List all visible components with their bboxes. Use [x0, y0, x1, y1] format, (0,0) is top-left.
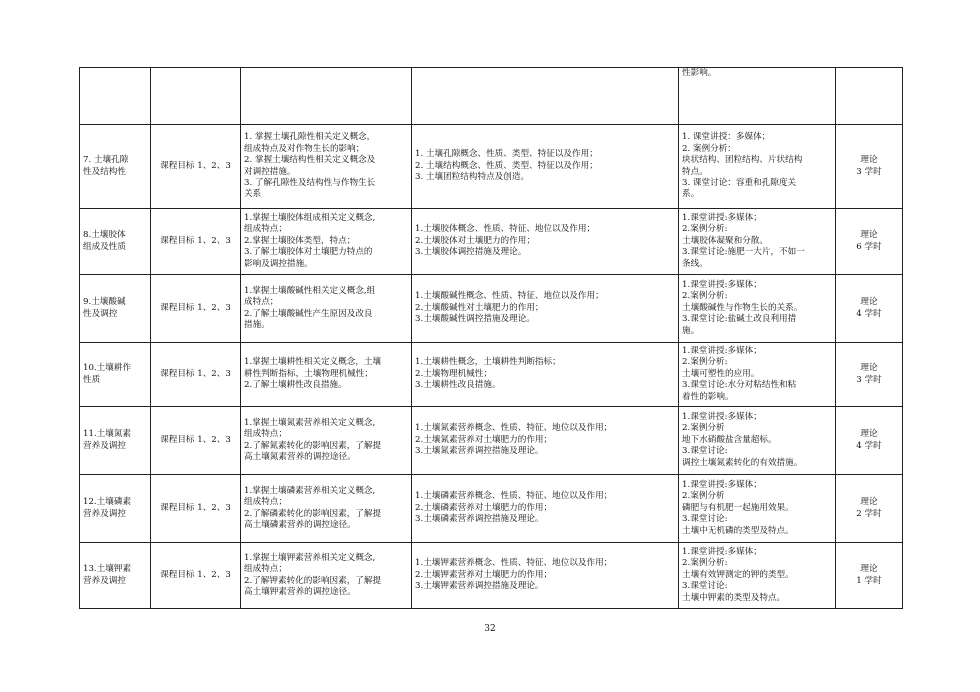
table-row: [80, 125, 903, 209]
cell-line: 块状结构、团粒结构、片状结构: [682, 155, 803, 166]
hours-cell: [836, 407, 903, 475]
content-cell: [412, 343, 679, 407]
cell-text: 课程目标 1、2、3: [160, 160, 231, 171]
content-cell: [412, 125, 679, 209]
cell-line: 2.土壤物理机械性；: [415, 368, 492, 379]
cell-line: 土壤中无机磷的类型及特点。: [682, 525, 794, 536]
requirements-cell: [241, 543, 412, 609]
cell-line: 1. 掌握土壤孔隙性相关定义概念，: [244, 132, 376, 143]
cell-text: 课程目标 1、2、3: [160, 235, 231, 246]
cell-line: 2.案例分析: [682, 423, 725, 434]
hours-cell: [836, 275, 903, 343]
cell-text: 课程目标 1、2、3: [160, 368, 231, 379]
cell-line: 1.掌握土壤氮素营养相关定义概念,: [244, 417, 376, 428]
teaching-method-cell: [679, 543, 836, 609]
cell-line: 理论: [860, 564, 878, 575]
cell-line: 2.土壤氮素营养对土壤肥力的作用；: [415, 434, 553, 445]
teaching-method-cell: [679, 125, 836, 209]
cell-line: 1.课堂讲授:多媒体；: [682, 546, 762, 557]
cell-line: 2.了解氮素转化的影响因素，了解提: [244, 440, 382, 451]
cell-line: 高土壤钾素营养的调控途径。: [244, 586, 356, 597]
course-content-table: [79, 67, 903, 609]
cell-line: 性及结构性: [83, 166, 126, 177]
unit-name-cell: [80, 543, 151, 609]
cell-line: 土壤有效钾测定的钾的类型。: [682, 569, 794, 580]
cell-line: 1.土壤胶体概念、性质、特征、地位以及作用；: [415, 224, 596, 235]
cell-line: 1.课堂讲授:多媒体；: [682, 212, 762, 223]
cell-line: 2.土壤磷素营养对土壤肥力的作用；: [415, 502, 553, 513]
cell-line: 磷肥与有机肥一起施用效果。: [682, 502, 794, 513]
cell-line: 系。: [682, 189, 700, 200]
cell-line: 2.案例分析:: [682, 558, 728, 569]
course-goal-cell: [151, 209, 241, 275]
course-goal-cell: [151, 125, 241, 209]
hours-cell: [836, 543, 903, 609]
cell-line: 2.案例分析: [682, 491, 725, 502]
cell-line: 3.课堂讨论:: [682, 581, 728, 592]
cell-line: 性影响。: [682, 68, 717, 78]
teaching-method-cell: [679, 68, 836, 125]
course-goal-cell: [151, 407, 241, 475]
unit-name-cell: [80, 475, 151, 543]
cell-line: 组成及性质: [83, 241, 126, 252]
requirements-cell: [241, 68, 412, 125]
cell-line: 3 学时: [856, 374, 882, 385]
cell-line: 1.土壤磷素营养概念、性质、特征、地位以及作用；: [415, 491, 613, 502]
cell-line: 地下水硝酸盐含量超标。: [682, 434, 777, 445]
cell-line: 3.土壤磷素营养调控措施及理论。: [415, 514, 544, 525]
cell-line: 4 学时: [856, 308, 882, 319]
cell-line: 2.了解土壤酸碱性产生原因及改良: [244, 308, 373, 319]
cell-line: 7. 土壤孔隙: [83, 155, 129, 166]
cell-line: 1 学时: [856, 575, 882, 586]
cell-line: 关系: [244, 189, 262, 200]
cell-line: 3. 课堂讨论：容重和孔隙度关: [682, 177, 797, 188]
table-row: [80, 209, 903, 275]
cell-line: 1.掌握土壤磷素营养相关定义概念,: [244, 485, 376, 496]
cell-line: 1.掌握土壤耕性相关定义概念，土壤: [244, 357, 382, 368]
cell-line: 性及调控: [83, 308, 118, 319]
cell-line: 2 学时: [856, 508, 882, 519]
cell-line: 营养及调控: [83, 508, 126, 519]
requirements-cell: [241, 125, 412, 209]
cell-line: 2.土壤酸碱性对土壤肥力的作用；: [415, 302, 544, 313]
cell-line: 营养及调控: [83, 575, 126, 586]
unit-name-cell: [80, 275, 151, 343]
cell-line: 3.课堂讨论:盐碱土改良利用措: [682, 314, 797, 325]
cell-line: 3.课堂讨论:: [682, 446, 728, 457]
cell-line: 组成特点；: [244, 497, 287, 508]
cell-line: 着性的影响。: [682, 391, 734, 402]
table-row: [80, 475, 903, 543]
cell-line: 3.土壤胶体调控措施及理论。: [415, 247, 527, 258]
cell-line: 理论: [860, 155, 878, 166]
cell-line: 1.掌握土壤胶体组成相关定义概念,: [244, 212, 376, 223]
cell-line: 高土壤磷素营养的调控途径。: [244, 519, 356, 530]
table-body: [80, 68, 903, 609]
cell-line: 土壤胶体凝聚和分散。: [682, 235, 768, 246]
unit-name-cell: [80, 209, 151, 275]
cell-line: 2.掌握土壤胶体类型，特点；: [244, 235, 356, 246]
cell-line: 6 学时: [856, 241, 882, 252]
cell-line: 特点。: [682, 166, 708, 177]
cell-line: 2. 掌握土壤结构性相关定义概念及: [244, 155, 376, 166]
unit-name-cell: [80, 68, 151, 125]
cell-line: 8.土壤胶体: [83, 230, 126, 241]
cell-line: 措施。: [244, 319, 270, 330]
cell-line: 3. 土壤团粒结构特点及创造。: [415, 172, 530, 183]
content-cell: [412, 209, 679, 275]
course-goal-cell: [151, 543, 241, 609]
cell-line: 2.了解钾素转化的影响因素，了解提: [244, 575, 382, 586]
cell-line: 2. 案例分析：: [682, 143, 736, 154]
cell-line: 1.课堂讲授:多媒体；: [682, 411, 762, 422]
hours-cell: [836, 475, 903, 543]
hours-cell: [836, 125, 903, 209]
cell-line: 3.课堂讨论:: [682, 514, 728, 525]
teaching-method-cell: [679, 343, 836, 407]
unit-name-cell: [80, 343, 151, 407]
teaching-method-cell: [679, 275, 836, 343]
cell-line: 高土壤氮素营养的调控途径。: [244, 451, 356, 462]
cell-line: 土壤中钾素的类型及特点。: [682, 592, 786, 603]
cell-line: 2.案例分析:: [682, 357, 728, 368]
requirements-cell: [241, 475, 412, 543]
cell-line: 3.课堂讨论:水分对粘结性和粘: [682, 380, 797, 391]
cell-line: 2.土壤钾素营养对土壤肥力的作用；: [415, 569, 553, 580]
cell-line: 1.土壤钾素营养概念、性质、特征、地位以及作用；: [415, 558, 613, 569]
cell-line: 组成特点及对作物生长的影响；: [244, 143, 365, 154]
cell-line: 13.土壤钾素: [83, 564, 132, 575]
course-goal-cell: [151, 343, 241, 407]
cell-line: 成特点；: [244, 297, 279, 308]
cell-line: 2.土壤胶体对土壤肥力的作用；: [415, 235, 535, 246]
requirements-cell: [241, 343, 412, 407]
cell-line: 土壤可塑性的应用。: [682, 368, 760, 379]
content-cell: [412, 475, 679, 543]
cell-line: 3.课堂讨论:施肥一大片，不如一: [682, 247, 805, 258]
cell-text: 课程目标 1、2、3: [160, 502, 231, 513]
page-number: 32: [484, 624, 496, 634]
cell-line: 3.土壤耕性改良措施。: [415, 380, 501, 391]
cell-line: 1.课堂讲授:多媒体；: [682, 345, 762, 356]
table-row: [80, 407, 903, 475]
cell-line: 2.了解磷素转化的影响因素，了解提: [244, 508, 382, 519]
cell-line: 1.土壤耕性概念，土壤耕性判断指标；: [415, 357, 561, 368]
cell-line: 2.案例分析:: [682, 291, 728, 302]
hours-cell: [836, 68, 903, 125]
cell-line: 组成特点；: [244, 564, 287, 575]
cell-text: 课程目标 1、2、3: [160, 569, 231, 580]
course-goal-cell: [151, 68, 241, 125]
cell-text: 课程目标 1、2、3: [160, 302, 231, 313]
course-goal-cell: [151, 475, 241, 543]
cell-line: 1. 课堂讲授：多媒体；: [682, 132, 771, 143]
cell-line: 耕性判断指标，土壤物理机械性；: [244, 368, 373, 379]
cell-line: 影响及调控措施。: [244, 258, 313, 269]
cell-line: 2.案例分析:: [682, 224, 728, 235]
cell-line: 性质: [83, 374, 101, 385]
cell-line: 3.了解土壤胶体对土壤肥力特点的: [244, 247, 373, 258]
content-cell: [412, 68, 679, 125]
requirements-cell: [241, 209, 412, 275]
requirements-cell: [241, 407, 412, 475]
table-row: [80, 275, 903, 343]
cell-line: 1. 土壤孔隙概念、性质、类型、特征以及作用；: [415, 149, 598, 160]
cell-line: 条线。: [682, 258, 708, 269]
cell-line: 11.土壤氮素: [83, 429, 132, 440]
teaching-method-cell: [679, 209, 836, 275]
cell-line: 3 学时: [856, 166, 882, 177]
cell-line: 3.土壤酸碱性调控措施及理论。: [415, 314, 535, 325]
course-goal-cell: [151, 275, 241, 343]
cell-line: 组成特点；: [244, 224, 287, 235]
cell-line: 组成特点；: [244, 429, 287, 440]
cell-line: 1.课堂讲授:多媒体；: [682, 479, 762, 490]
cell-line: 理论: [860, 230, 878, 241]
cell-line: 3. 了解孔隙性及结构性与作物生长: [244, 177, 376, 188]
table-row: [80, 543, 903, 609]
cell-line: 12.土壤磷素: [83, 497, 132, 508]
requirements-cell: [241, 275, 412, 343]
cell-line: 10.土壤耕作: [83, 363, 132, 374]
cell-line: 理论: [860, 429, 878, 440]
content-cell: [412, 407, 679, 475]
cell-line: 理论: [860, 497, 878, 508]
cell-line: 1.土壤氮素营养概念、性质、特征、地位以及作用；: [415, 423, 613, 434]
cell-line: 1.课堂讲授:多媒体；: [682, 279, 762, 290]
cell-line: 调控土壤氮素转化的有效措施。: [682, 457, 803, 468]
cell-line: 3.土壤氮素营养调控措施及理论。: [415, 446, 544, 457]
content-cell: [412, 543, 679, 609]
table-row: [80, 68, 903, 125]
cell-line: 对调控措施。: [244, 166, 296, 177]
cell-line: 9.土壤酸碱: [83, 297, 126, 308]
cell-line: 土壤酸碱性与作物生长的关系。: [682, 302, 803, 313]
cell-line: 3.土壤钾素营养调控措施及理论。: [415, 581, 544, 592]
cell-line: 理论: [860, 297, 878, 308]
cell-line: 营养及调控: [83, 440, 126, 451]
cell-line: 1.土壤酸碱性概念、性质、特征、地位以及作用；: [415, 291, 604, 302]
cell-line: 1.掌握土壤钾素营养相关定义概念,: [244, 552, 376, 563]
cell-line: 1.掌握土壤酸碱性相关定义概念,组: [244, 285, 376, 296]
unit-name-cell: [80, 125, 151, 209]
teaching-method-cell: [679, 475, 836, 543]
hours-cell: [836, 343, 903, 407]
hours-cell: [836, 209, 903, 275]
content-cell: [412, 275, 679, 343]
cell-line: 2.了解土壤耕性改良措施。: [244, 380, 347, 391]
cell-line: 理论: [860, 363, 878, 374]
cell-line: 2. 土壤结构概念、性质、类型、特征以及作用；: [415, 160, 598, 171]
teaching-method-cell: [679, 407, 836, 475]
table-row: [80, 343, 903, 407]
cell-line: 施。: [682, 325, 700, 336]
unit-name-cell: [80, 407, 151, 475]
cell-line: 4 学时: [856, 440, 882, 451]
cell-text: 课程目标 1、2、3: [160, 434, 231, 445]
